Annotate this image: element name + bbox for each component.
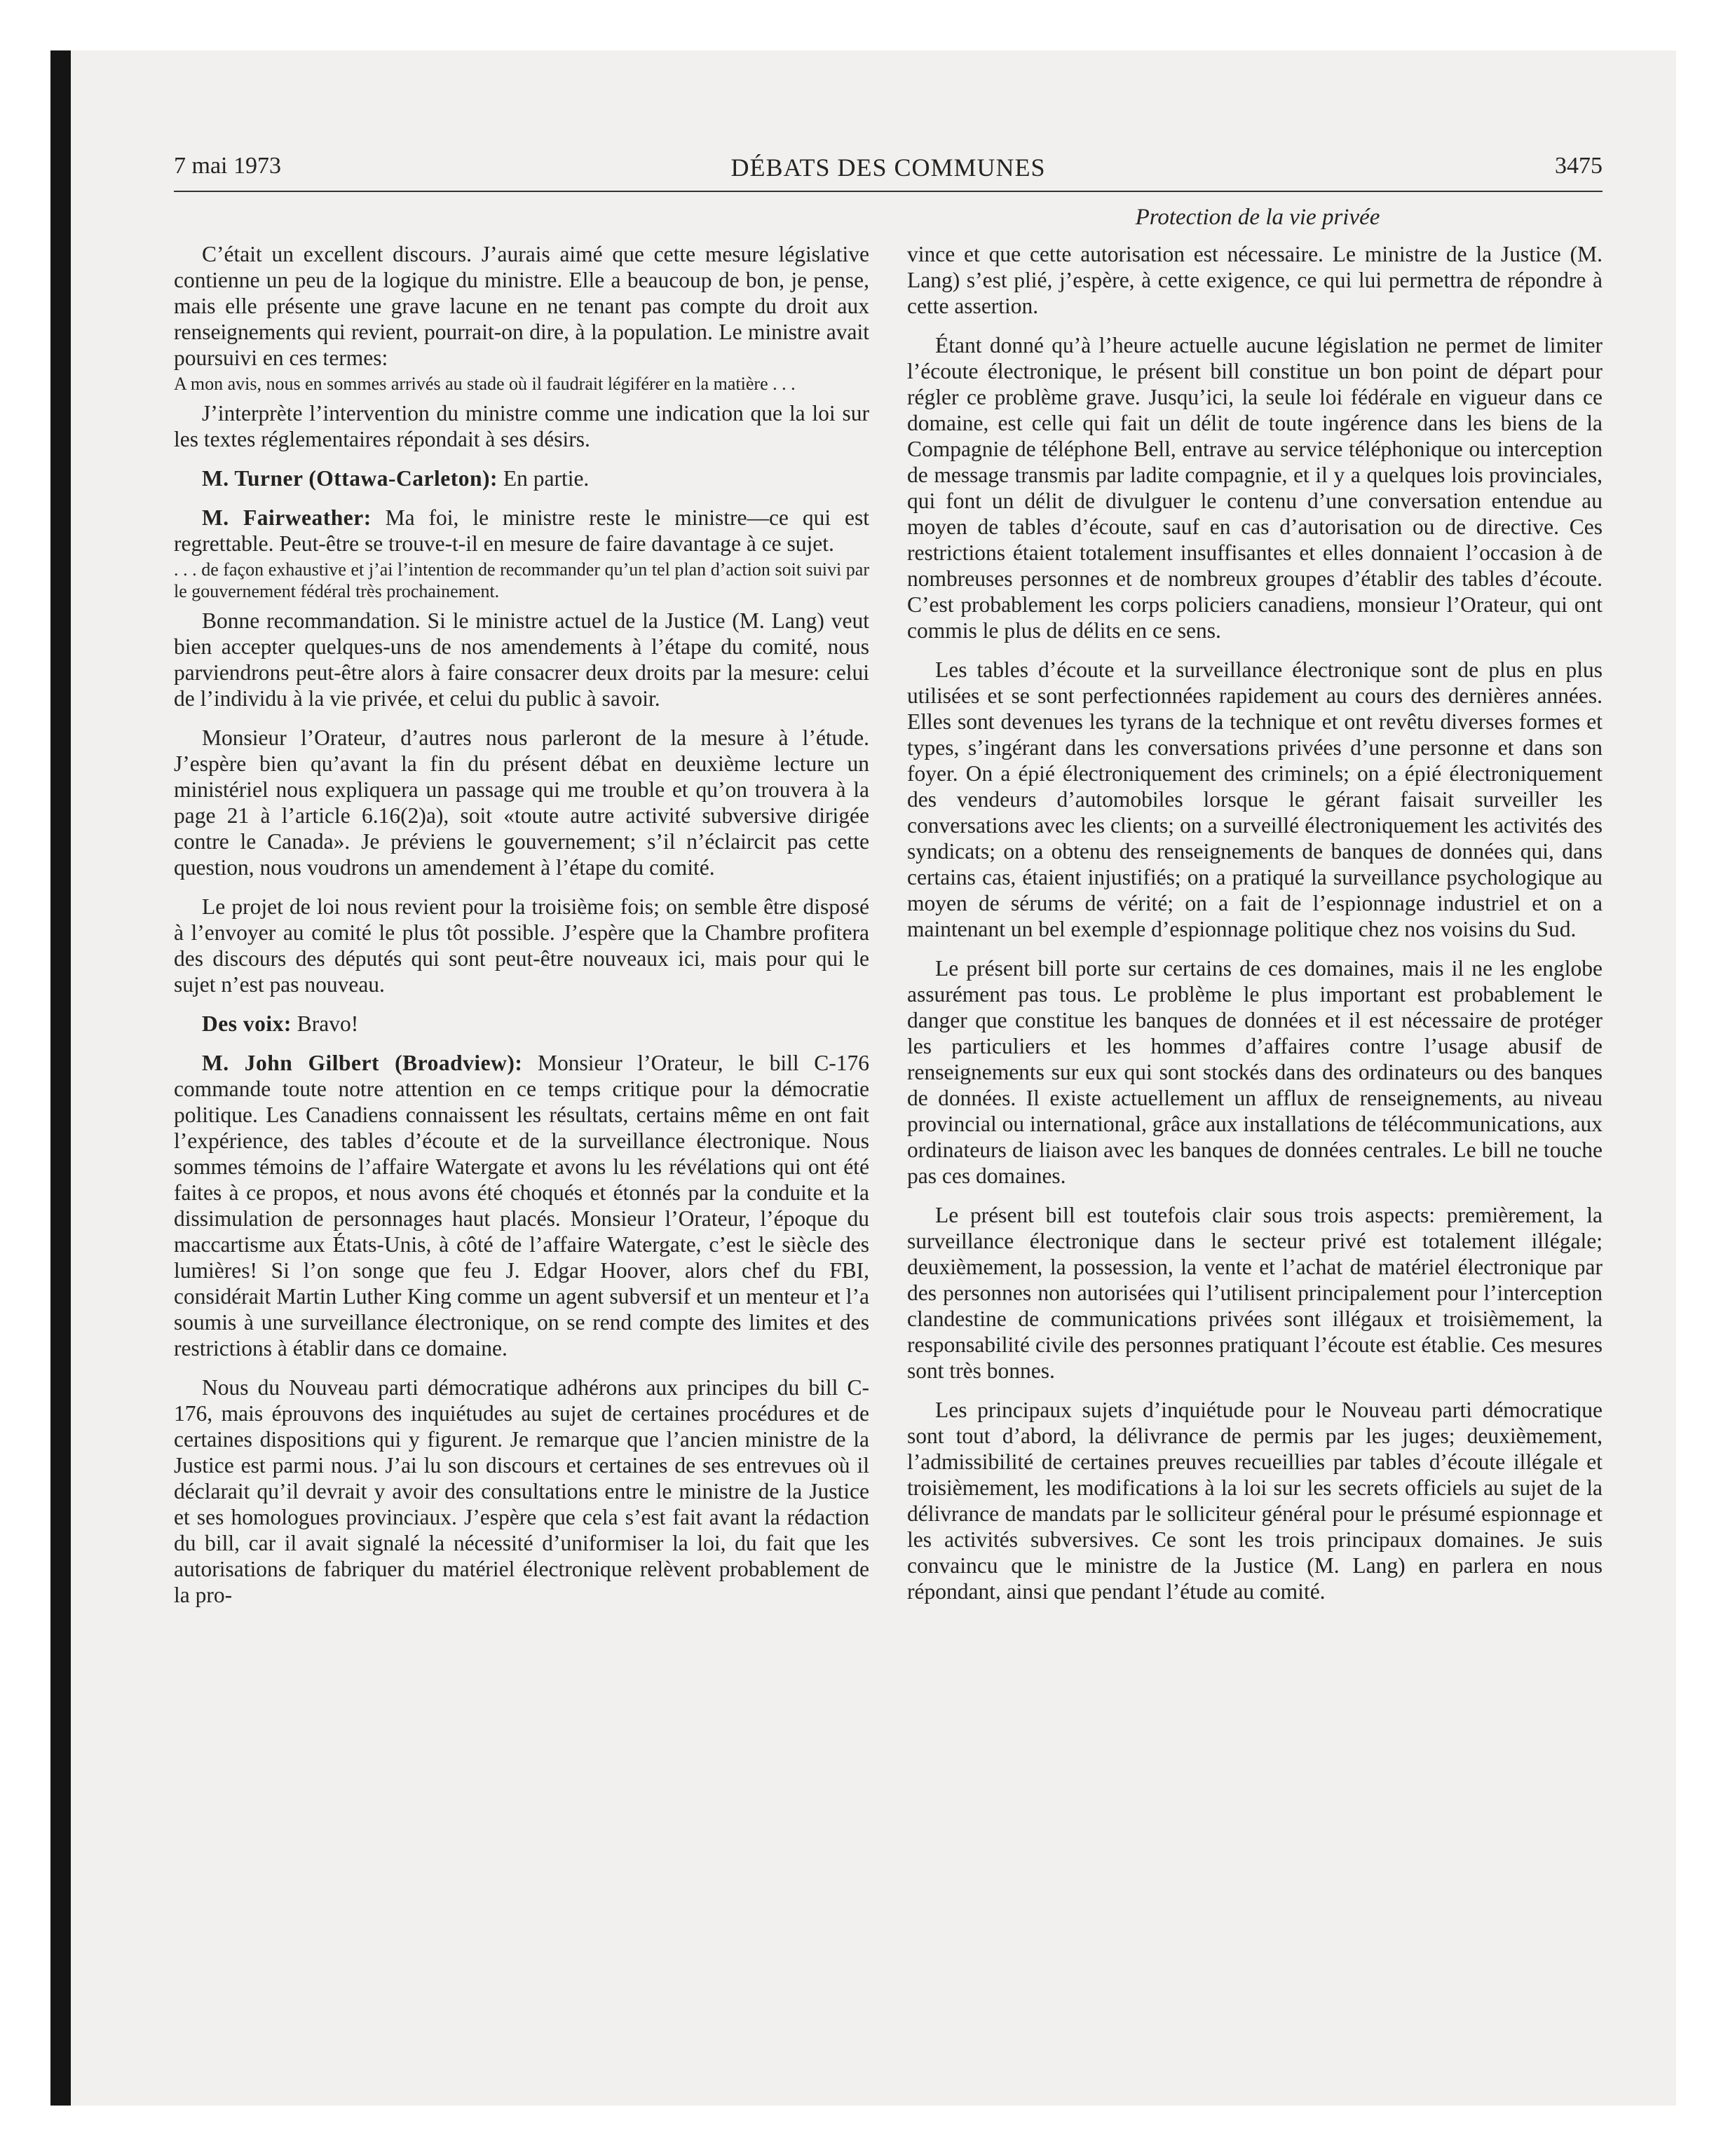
section-title: Protection de la vie privée	[1135, 205, 1380, 230]
speaker-name: M. Turner (Ottawa-Carleton):	[202, 466, 498, 491]
page-header	[174, 151, 1603, 192]
speaker-name: Des voix:	[202, 1011, 292, 1036]
paragraph: Étant donné qu’à l’heure actuelle aucune législation ne permet de limiter l’écoute électronique, le présent bill constitue un bon point de départ pour régler ce problème grave. Jusqu’ici, la seule loi fédérale en vigueur dans ce domaine, est celle qui fait un délit de toute ingérence dans les biens de la Compagnie de téléphone Bell, entrave au service téléphonique ou interception de message transmis par ladite compagnie, et il y a quelques lois provinciales, qui font un délit de divulguer le contenu d’une conversation entendue au moyen de tables d’écoute, sauf en cas d’autorisation ou de directive. Ces restrictions étaient totalement insuffisantes et elles donnaient l’occasion à de nombreuses personnes et de nombreux groupes d’établir des tables d’écoute. C’est probablement les corps policiers canadiens, monsieur l’Orateur, qui ont commis le plus de délits en ce sens.	[907, 333, 1603, 643]
scan-edge-bar	[50, 50, 71, 2106]
header-page-number: 3475	[1555, 153, 1603, 179]
speech-paragraph	[174, 505, 869, 557]
right-column	[907, 241, 1603, 1618]
speech-text: Ma foi, le ministre reste le ministre—ce qui est regrettable. Peut-être se trouve-t-il en mesure de faire davantage à ce sujet.	[174, 505, 870, 556]
left-column	[174, 241, 869, 1621]
speaker-name: M. Fairweather:	[202, 505, 372, 530]
paragraph: C’était un excellent discours. J’aurais aimé que cette mesure législative contienne un peu de la logique du ministre. Elle a beaucoup de bon, je pense, mais elle présente une grave lacune en ne tenant pas compte du droit aux renseignements qui revient, pourrait-on dire, à la population. Le ministre avait poursuivi en ces termes:	[174, 242, 869, 370]
speech-paragraph	[174, 1011, 869, 1037]
paragraph: Le présent bill est toutefois clair sous trois aspects: premièrement, la surveillance électronique dans le secteur privé est totalement illégale; deuxièmement, la possession, la vente et l’achat de matériel électronique par des personnes non autorisées qui l’utilisent principalement pour l’interception clandestine de communications privées sont illégaux et troisièmement, la responsabilité civile des personnes pratiquant l’écoute est établie. Ces mesures sont très bonnes.	[907, 1203, 1603, 1383]
speech-text: Bravo!	[297, 1011, 359, 1036]
continued-paragraph: vince et que cette autorisation est nécessaire. Le ministre de la Justice (M. Lang) s’est plié, j’espère, à cette exigence, ce qui lui permettra de répondre à cette assertion.	[907, 242, 1603, 318]
block-quote: . . . de façon exhaustive et j’ai l’intention de recommander qu’un tel plan d’action soit suivi par le gouvernement fédéral très prochainement.	[174, 559, 869, 601]
header-date: 7 mai 1973	[174, 153, 281, 179]
paragraph: Bonne recommandation. Si le ministre actuel de la Justice (M. Lang) veut bien accepter quelques-uns de nos amendements à l’étape du comité, nous parviendrons peut-être alors à faire consacrer deux droits par la mesure: celui de l’individu à la vie privée, et celui du public à savoir.	[174, 608, 869, 711]
speech-paragraph	[174, 465, 869, 491]
paragraph: Monsieur l’Orateur, d’autres nous parleront de la mesure à l’étude. J’espère bien qu’avant la fin du présent débat en deuxième lecture un ministériel nous expliquera un passage qui me trouble et qu’on trouvera à la page 21 à l’article 6.16(2)a), soit «toute autre activité subversive dirigée contre le Canada». Je préviens le gouvernement; s’il n’éclaircit pas cette question, nous voudrons un amendement à l’étape du comité.	[174, 725, 869, 880]
paragraph: Nous du Nouveau parti démocratique adhérons aux principes du bill C-176, mais éprouvons des inquiétudes au sujet de certaines procédures et de certaines dispositions qui y figurent. Je remarque que l’ancien ministre de la Justice est parmi nous. J’ai lu son discours et certaines de ses entrevues où il déclarait qu’il devrait y avoir des consultations entre le ministre de la Justice et ses homologues provinciaux. J’espère que cela s’est fait avant la rédaction du bill, car il avait signalé la nécessité d’uniformiser la loi, du fait que les autorisations de fabriquer du matériel électronique relèvent probablement de la pro-	[174, 1375, 869, 1607]
speech-text: Monsieur l’Orateur, le bill C-176 commande toute notre attention en ce temps critique pour la démocratie politique. Les Canadiens connaissent les résultats, certains même en ont fait l’expérience, des tables d’écoute et de la surveillance électronique. Nous sommes témoins de l’affaire Watergate et avons lu les révélations qui ont été faites à ce propos, et nous avons été choqués et étonnés par la conduite et la dissimulation de personnages haut placés. Monsieur l’Orateur, l’époque du maccartisme aux États-Unis, à côté de l’affaire Watergate, c’est le siècle des lumières! Si l’on songe que feu J. Edgar Hoover, alors chef du FBI, considérait Martin Luther King comme un agent subversif et un menteur et l’a soumis à une surveillance électronique, on se rend compte des limites et des restrictions à établir dans ce domaine.	[174, 1051, 870, 1360]
paragraph: Les principaux sujets d’inquiétude pour le Nouveau parti démocratique sont tout d’abord, la délivrance de permis par les juges; deuxièmement, l’admissibilité de certaines preuves recueillies par tables d’écoute illégale et troisièmement, les modifications à la loi sur les secrets officiels au sujet de la délivrance de mandats par le solliciteur général pour le présumé espionnage et les activités subversives. Ce sont les trois principaux domaines. Je suis convaincu que le ministre de la Justice (M. Lang) en parlera en nous répondant, ainsi que pendant l’étude au comité.	[907, 1398, 1603, 1604]
paragraph: Le présent bill porte sur certains de ces domaines, mais il ne les englobe assurément pas tous. Le problème le plus important est probablement le danger que constitue les banques de données et il est nécessaire de protéger les particuliers et les hommes d’affaires contre l’usage abusif de renseignements sur eux qui sont stockés dans des ordinateurs ou des banques de données. Il existe actuellement un afflux de renseignements, au niveau provincial ou international, grâce aux installations de télécommunications, aux ordinateurs de liaison avec les banques de données centrales. Le bill ne touche pas ces domaines.	[907, 956, 1603, 1188]
paragraph: Les tables d’écoute et la surveillance électronique sont de plus en plus utilisées et se sont perfectionnées rapidement au cours des dernières années. Elles sont devenues les tyrans de la technique et ont revêtu diverses formes et types, s’ingérant dans les conversations privées d’une personne et dans son foyer. On a épié électroniquement des criminels; on a épié électroniquement des vendeurs d’automobiles lorsque le gérant faisait surveiller les conversations avec les clients; on a surveillé électroniquement les activités des syndicats; on a obtenu des renseignements de banques de données qui, dans certains cas, étaient injustifiés; on a pratiqué la surveillance psychologique au moyen de sérums de vérité; on a fait de l’espionnage industriel et on a maintenant un bel exemple d’espionnage politique chez nos voisins du Sud.	[907, 657, 1603, 941]
speech-text: En partie.	[503, 466, 590, 491]
block-quote: A mon avis, nous en sommes arrivés au stade où il faudrait légiférer en la matière . . .	[174, 374, 796, 394]
header-title: DÉBATS DES COMMUNES	[730, 153, 1046, 182]
speech-paragraph	[174, 1050, 869, 1361]
paragraph: Le projet de loi nous revient pour la troisième fois; on semble être disposé à l’envoyer au comité le plus tôt possible. J’espère que la Chambre profitera des discours des députés qui sont peut-être nouveaux ici, mais pour qui le sujet n’est pas nouveau.	[174, 894, 869, 997]
paragraph: J’interprète l’intervention du ministre comme une indication que la loi sur les textes réglementaires répondait à ses désirs.	[174, 401, 869, 451]
speaker-name: M. John Gilbert (Broadview):	[202, 1051, 523, 1075]
